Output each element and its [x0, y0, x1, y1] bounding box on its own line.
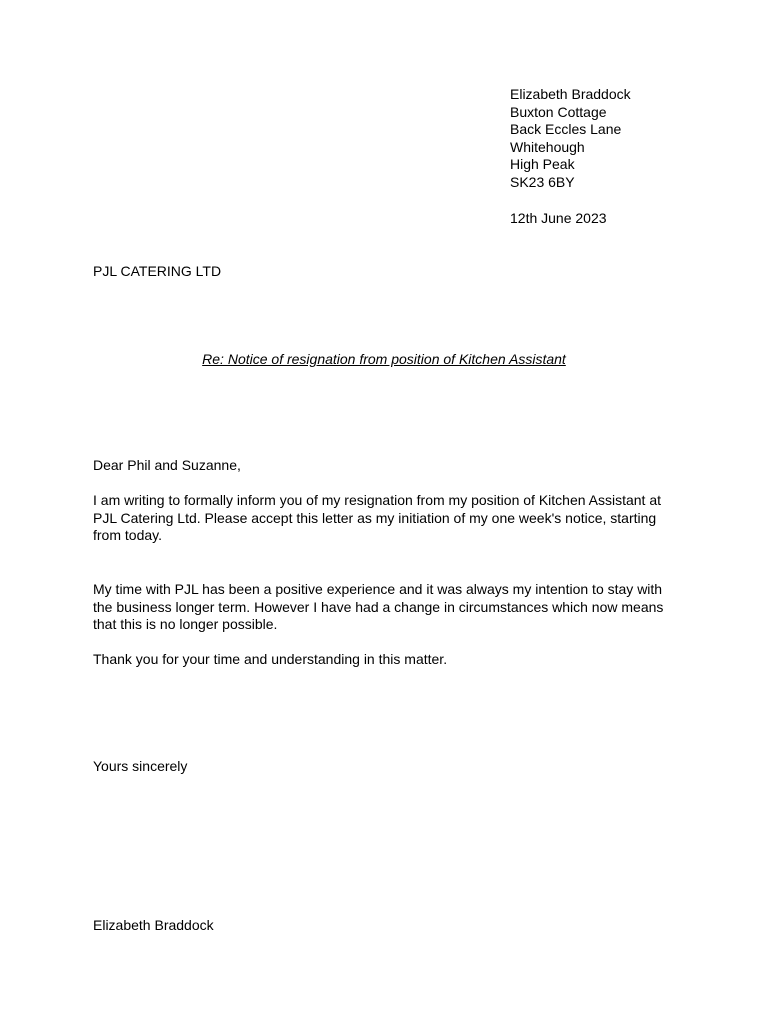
salutation: Dear Phil and Suzanne,	[93, 457, 241, 473]
body-paragraph: Thank you for your time and understanding in this matter.	[93, 651, 448, 667]
body-paragraph: My time with PJL has been a positive experience and it was always my intention to stay with the business longer term. However I have had a change in circumstances which now means that this is no longer possible.	[93, 581, 664, 633]
sender-address-line: Back Eccles Lane	[510, 121, 622, 138]
sender-address-line: High Peak	[510, 156, 575, 173]
body-paragraph: I am writing to formally inform you of my resignation from my position of Kitchen Assistant at PJL Catering Ltd. Please accept this letter as my initiation of my one week's notice, starting from today.	[93, 492, 661, 544]
sender-address-line: Buxton Cottage	[510, 103, 607, 120]
closing: Yours sincerely	[93, 758, 188, 774]
sender-address	[510, 86, 631, 192]
letter-subject: Re: Notice of resignation from position of Kitchen Assistant	[202, 351, 566, 367]
sender-postcode: SK23 6BY	[510, 173, 575, 190]
signature-name: Elizabeth Braddock	[93, 917, 214, 933]
sender-address-line: Whitehough	[510, 138, 585, 155]
letter-date: 12th June 2023	[510, 210, 607, 226]
sender-name: Elizabeth Braddock	[510, 86, 631, 102]
recipient-company: PJL CATERING LTD	[93, 263, 222, 279]
